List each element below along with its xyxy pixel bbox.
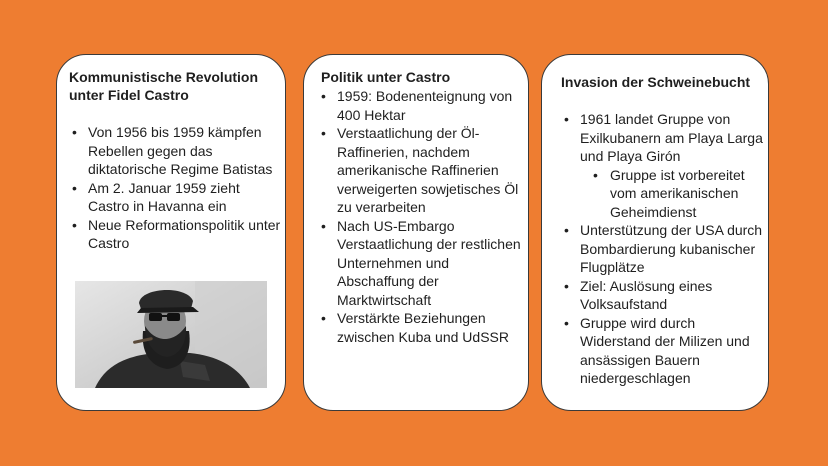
castro-photo bbox=[75, 281, 267, 388]
card-schweinebucht bbox=[541, 54, 769, 411]
card-title: Politik unter Castro bbox=[321, 69, 451, 85]
card-politik bbox=[303, 54, 529, 411]
card-revolution bbox=[56, 54, 286, 411]
castro-portrait-image bbox=[75, 281, 267, 388]
bullet-list bbox=[562, 110, 767, 388]
card-title: Kommunistische Revolution unter Fidel Castro bbox=[69, 69, 259, 103]
list-item: • Verstärkte Beziehungen zwischen Kuba und UdSSR bbox=[319, 309, 527, 346]
list-item: • Von 1956 bis 1959 kämpfen Rebellen gegen das diktatorische Regime Batistas bbox=[70, 123, 282, 179]
bullet-list bbox=[319, 87, 527, 346]
bullet-list bbox=[70, 123, 282, 253]
list-item: • Neue Reformationspolitik unter Castro bbox=[70, 216, 282, 253]
list-item: • Unterstützung der USA durch Bombardierung kubanischer Flugplätze bbox=[562, 221, 767, 277]
sub-list-item: • Gruppe ist vorbereitet vom amerikanischen Geheimdienst bbox=[562, 166, 767, 222]
card-title: Invasion der Schweinebucht bbox=[561, 74, 751, 90]
list-item: • 1961 landet Gruppe von Exilkubanern am Playa Larga und Playa Girón bbox=[562, 110, 767, 166]
list-item: • Ziel: Auslösung eines Volksaufstand bbox=[562, 277, 767, 314]
list-item: • Gruppe wird durch Widerstand der Milizen und ansässigen Bauern niedergeschlagen bbox=[562, 314, 767, 388]
list-item: • Verstaatlichung der Öl-Raffinerien, nachdem amerikanische Raffinerien verweigerten sowjetisches Öl zu verarbeiten bbox=[319, 124, 527, 217]
list-item: • Nach US-Embargo Verstaatlichung der restlichen Unternehmen und Abschaffung der Marktwirtschaft bbox=[319, 217, 527, 310]
list-item: • Am 2. Januar 1959 zieht Castro in Havanna ein bbox=[70, 179, 282, 216]
list-item: • 1959: Bodenenteignung von 400 Hektar bbox=[319, 87, 527, 124]
